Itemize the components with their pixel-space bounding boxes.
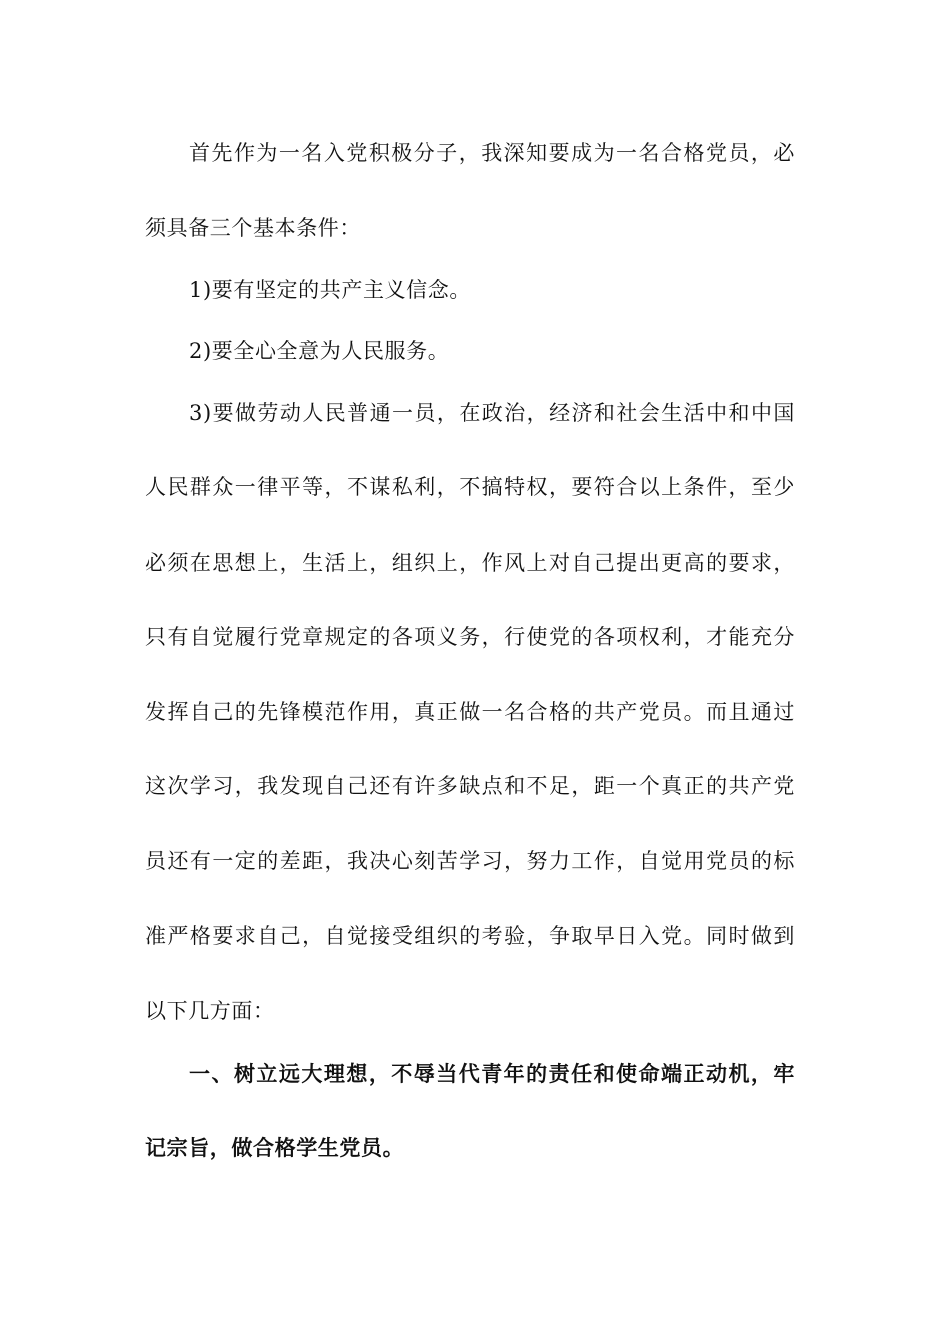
- paragraph-line: 以下几方面：: [145, 999, 275, 1023]
- paragraph-line: 必须在思想上，生活上，组织上，作风上对自己提出更高的要求，: [145, 551, 795, 575]
- section-heading: 一、树立远大理想，不辱当代青年的责任和使命端正动机，牢: [189, 1061, 795, 1086]
- paragraph-line: 准严格要求自己，自觉接受组织的考验，争取早日入党。同时做到: [145, 924, 795, 948]
- section-heading-continuation: 记宗旨，做合格学生党员。: [145, 1135, 405, 1160]
- list-item-2: 2)要全心全意为人民服务。: [189, 339, 450, 363]
- paragraph-line: 只有自觉履行党章规定的各项义务，行使党的各项权利，才能充分: [145, 625, 795, 649]
- paragraph-line: 员还有一定的差距，我决心刻苦学习，努力工作，自觉用党员的标: [145, 849, 795, 873]
- list-item-1: 1)要有坚定的共产主义信念。: [189, 278, 471, 302]
- paragraph-line: 这次学习，我发现自己还有许多缺点和不足，距一个真正的共产党: [145, 774, 795, 798]
- list-item-3: 3)要做劳动人民普通一员，在政治，经济和社会生活中和中国: [189, 401, 795, 425]
- paragraph-line: 人民群众一律平等，不谋私利，不搞特权，要符合以上条件，至少: [145, 475, 795, 499]
- paragraph-line: 须具备三个基本条件：: [145, 216, 361, 240]
- paragraph-line: 发挥自己的先锋模范作用，真正做一名合格的共产党员。而且通过: [145, 700, 795, 724]
- paragraph-line: 首先作为一名入党积极分子，我深知要成为一名合格党员，必: [189, 141, 795, 165]
